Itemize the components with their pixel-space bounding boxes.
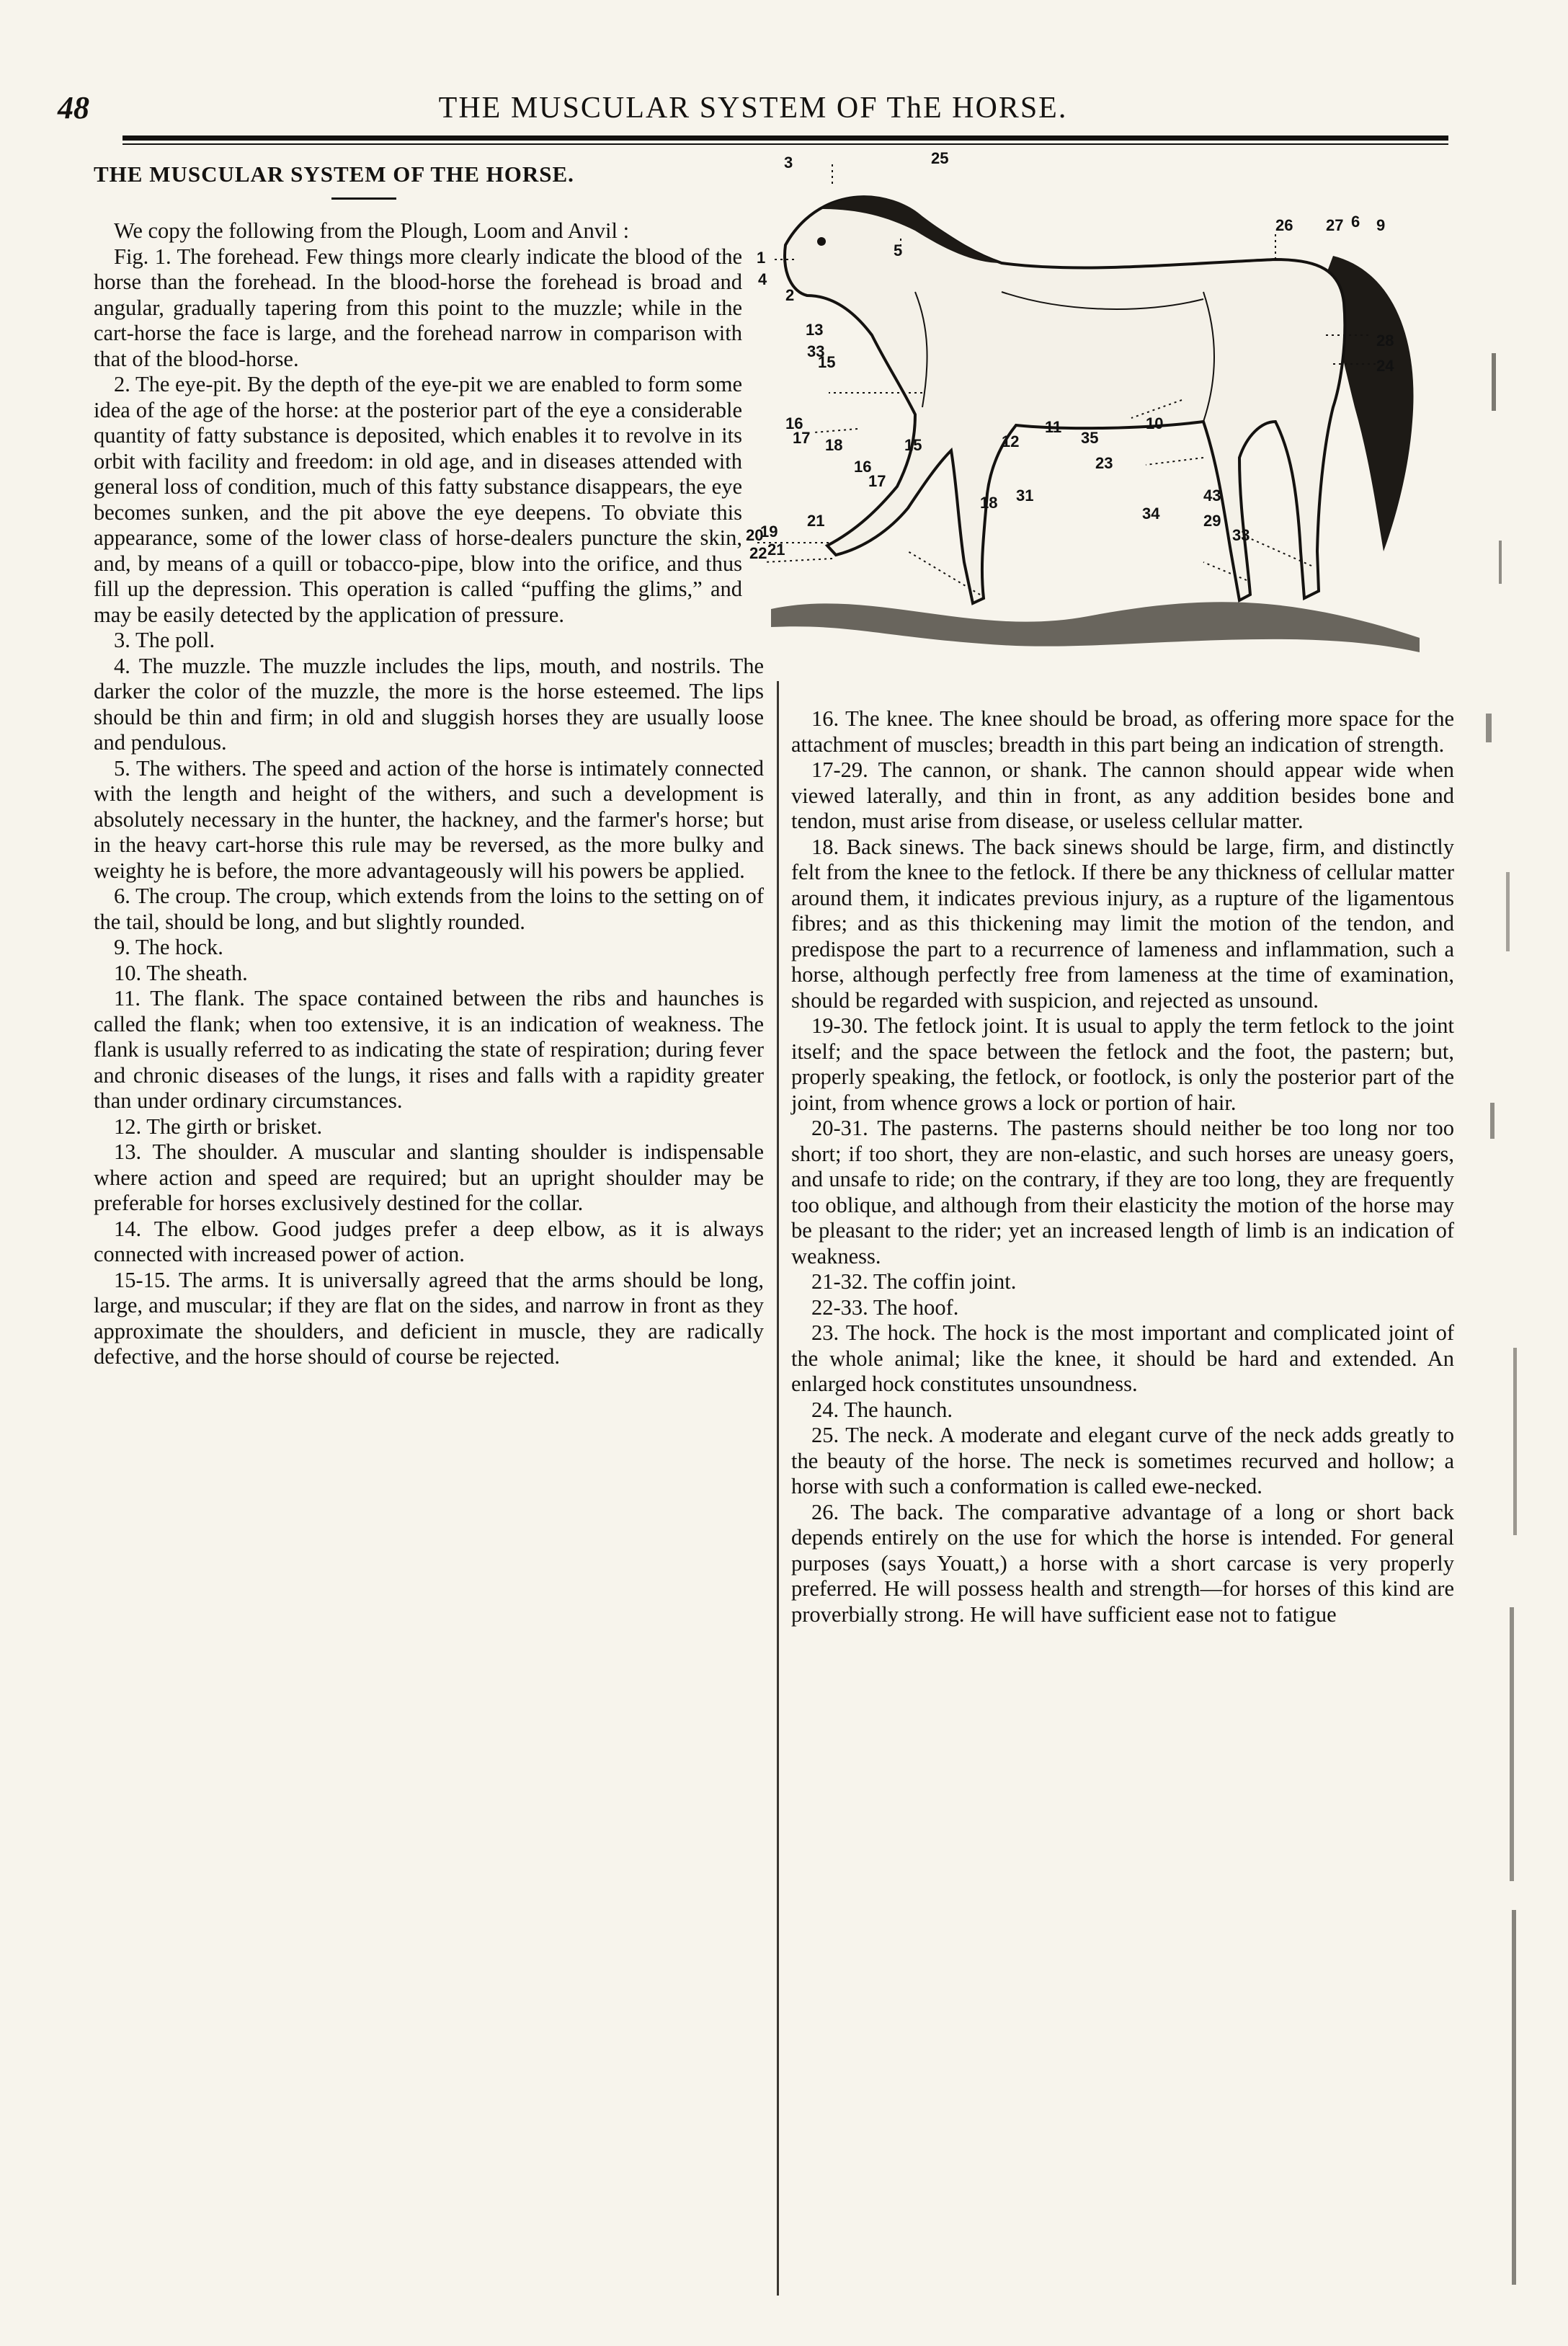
figure-label: 16	[854, 458, 872, 476]
figure-label: 15	[818, 353, 836, 371]
figure-label: 13	[806, 321, 824, 339]
right-column	[791, 706, 1454, 1627]
figure-label: 3	[784, 154, 793, 172]
figure-label: 18	[825, 436, 843, 454]
page-number: 48	[58, 90, 89, 125]
right-paragraph: 18. Back sinews. The back sinews should be large, firm, and distinctly felt from the knee to the fetlock. If there be any thickness of cellular matter around them, it indicates previous injury, as a rupture of the ligamentous fibres; and as this thickening may limit the motion of the tendon, and predispose the part to a recurrence of lameness and inflammation, such a horse, although perfectly free from lameness at the time of examination, should be regarded with suspicion, and rejected as unsound.	[791, 834, 1454, 1013]
figure-label: 2	[785, 286, 795, 304]
right-paragraph: 19-30. The fetlock joint. It is usual to apply the term fetlock to the joint itself; and the space between the fetlock and the foot, the pastern; but, properly speaking, the fetlock, or footlock, is only the posterior part of the joint, from whence grows a lock or portion of hair.	[791, 1013, 1454, 1115]
figure-label: 27	[1326, 216, 1344, 234]
intro-paragraph: We copy the following from the Plough, Loom and Anvil :	[114, 218, 630, 243]
right-paragraph: 24. The haunch.	[811, 1397, 953, 1422]
ground-shadow	[771, 602, 1420, 652]
figure-label: 23	[1095, 454, 1113, 472]
figure-label: 1	[757, 249, 766, 267]
right-paragraph: 17-29. The cannon, or shank. The cannon should appear wide when viewed laterally, and thin in front, as any addition besides bone and tendon, must arise from disease, or useless cellular matter.	[791, 757, 1454, 833]
header-rule-thin	[122, 143, 1448, 145]
right-paragraph: 23. The hock. The hock is the most important and complicated joint of the whole animal; like the knee, it should be hard and extended. An enlarged hock constitutes unsoundness.	[791, 1320, 1454, 1396]
title-rule	[331, 197, 396, 200]
left-paragraph: 5. The withers. The speed and action of the horse is intimately connected with the length and height of the withers, and such a development is absolutely necessary in the hunter, the hackney, and the farmer's horse; but in the heavy cart-horse this rule may be reversed, as the more bulky and weighty he is before, the more advantageously will his powers be applied.	[94, 755, 764, 883]
horse-body	[785, 197, 1345, 603]
figure-label: 17	[793, 429, 811, 447]
left-paragraph: 6. The croup. The croup, which extends from the loins to the setting on of the tail, should be long, and but slightly rounded.	[94, 884, 764, 934]
figure-label: 29	[1203, 512, 1221, 530]
figure-label: 28	[1376, 332, 1394, 350]
figure-label: 43	[1203, 486, 1221, 505]
horse-eye	[817, 237, 826, 246]
left-paragraph-list	[94, 244, 764, 1370]
left-paragraph: 9. The hock.	[114, 935, 223, 959]
right-paragraph: 16. The knee. The knee should be broad, as offering more space for the attachment of muscles; breadth in this part being an indication of strength.	[791, 706, 1454, 757]
left-paragraph: 12. The girth or brisket.	[114, 1114, 323, 1139]
header-rule-thick	[122, 135, 1448, 141]
figure-label: 33	[1232, 526, 1250, 544]
figure-label: 34	[1142, 505, 1160, 523]
left-paragraph: 14. The elbow. Good judges prefer a deep elbow, as it is always connected with increased power of action.	[94, 1216, 764, 1266]
figure-label: 19	[760, 523, 778, 541]
article-title: THE MUSCULAR SYSTEM OF THE HORSE.	[94, 161, 574, 187]
figure-label: 21	[767, 541, 785, 559]
figure-label: 6	[1351, 213, 1360, 231]
horse-diagram-figure	[742, 148, 1456, 677]
right-paragraph-list	[791, 706, 1454, 1627]
page-header	[58, 86, 1448, 130]
figure-label: 4	[758, 270, 767, 288]
figure-label: 10	[1146, 414, 1164, 432]
left-paragraph: 11. The flank. The space contained between the ribs and haunches is called the flank; when too extensive, it is an indication of weakness. The flank is usually referred to as indicating the state of respiration; during fever and chronic diseases of the lungs, it rises and falls with a rapidity greater than under ordinary circumstances.	[94, 986, 764, 1113]
left-paragraph: 2. The eye-pit. By the depth of the eye-pit we are enabled to form some idea of the age of the horse: at the posterior part of the eye a considerable quantity of fatty substance is deposited, which enables it to revolve in its orbit with facility and freedom: in old age, and in diseases attended with general loss of condition, much of this fatty substance disappears, the eye becomes sunken, and the pit above the eye deepens. To obviate this appearance, some of the lower class of horse-dealers puncture the skin, and, by means of a quill or tobacco-pipe, blow into the orifice, and thus fill up the depression. This operation is called “puffing the glims,” and may be easily detected by the application of pressure.	[94, 372, 742, 627]
column-divider	[777, 681, 779, 2296]
figure-label: 26	[1275, 216, 1293, 234]
scan-edge-noise	[1470, 166, 1556, 2328]
figure-label: 21	[807, 512, 825, 530]
left-paragraph: Fig. 1. The forehead. Few things more clearly indicate the blood of the horse than the forehead. In the blood-horse the forehead is broad and angular, gradually tapering from this point to the muzzle; while in the cart-horse the face is large, and the forehead narrow in comparison with that of the blood-horse.	[94, 244, 742, 371]
figure-label: 24	[1376, 357, 1394, 375]
right-paragraph: 26. The back. The comparative advantage of a long or short back depends entirely on the use for which the horse is intended. For general purposes (says Youatt,) a horse with a short carcase is very properly preferred. He will possess health and strength—for horses of this kind are proverbially strong. He will have sufficient ease not to fatigue	[791, 1499, 1454, 1627]
horse-diagram	[742, 148, 1456, 677]
figure-label: 12	[1002, 432, 1020, 450]
figure-label: 20	[746, 526, 764, 544]
left-paragraph: 3. The poll.	[114, 628, 215, 652]
figure-label: 31	[1016, 486, 1034, 505]
figure-label: 15	[904, 436, 922, 454]
figure-label: 9	[1376, 216, 1386, 234]
right-paragraph: 25. The neck. A moderate and elegant curve of the neck adds greatly to the beauty of the horse. The neck is sometimes recurved and hollow; a horse with such a conformation is called ewe-necked.	[791, 1423, 1454, 1498]
left-paragraph: 13. The shoulder. A muscular and slanting shoulder is indispensable where action and speed are required; but an upright shoulder may be preferable for horses exclusively destined for the collar.	[94, 1139, 764, 1215]
figure-label: 25	[931, 149, 949, 167]
figure-label: 33	[807, 342, 825, 360]
left-paragraph: 15-15. The arms. It is universally agreed that the arms should be long, large, and muscular; if they are flat on the sides, and narrow in front as they approximate the shoulders, and deficient in muscle, they are radically defective, and the horse should of course be rejected.	[94, 1267, 764, 1369]
figure-label: 35	[1081, 429, 1099, 447]
figure-label: 11	[1045, 418, 1062, 436]
figure-label: 18	[980, 494, 998, 512]
right-paragraph: 21-32. The coffin joint.	[811, 1269, 1017, 1294]
right-paragraph: 20-31. The pasterns. The pasterns should neither be too long nor too short; if too short, they are non-elastic, and such horses are uneasy goers, and unsafe to ride; on the contrary, if they are too long, they are frequently too oblique, and although from their elasticity the motion of the horse may be pleasant to the rider; yet an increased length of limb is an indication of weakness.	[791, 1116, 1454, 1268]
right-paragraph: 22-33. The hoof.	[811, 1294, 959, 1320]
left-paragraph: 10. The sheath.	[114, 960, 248, 985]
figure-label: 17	[868, 472, 886, 490]
left-paragraph: 4. The muzzle. The muzzle includes the lips, mouth, and nostrils. The darker the color of the muzzle, the more is the horse esteemed. The lips should be thin and firm; in old and sluggish horses they are usually loose and pendulous.	[94, 653, 764, 755]
left-column	[94, 161, 764, 1370]
running-title: THE MUSCULAR SYSTEM OF ThE HORSE.	[438, 92, 1068, 125]
figure-label: 22	[749, 544, 767, 562]
figure-label: 16	[785, 414, 803, 432]
figure-label: 5	[894, 241, 903, 259]
